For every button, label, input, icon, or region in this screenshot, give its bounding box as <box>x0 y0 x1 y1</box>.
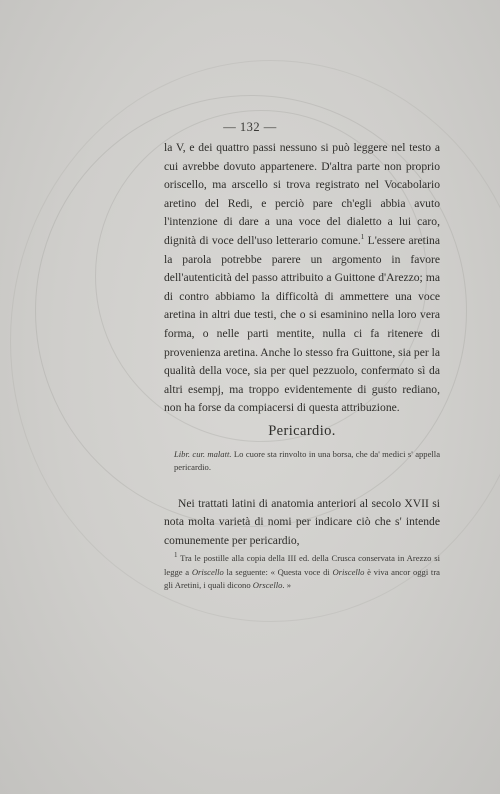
footnote-italic: Orscello <box>252 580 283 591</box>
footnote-text: è viva ancor oggi tra gli Aretini, i quali dicono <box>164 566 440 591</box>
paragraph-text: Nei trattati latini di anatomia anteriori al secolo XVII si nota molta varietà di nomi per indicare ciò che s' intende comunemente per pericardio, <box>164 496 440 547</box>
page-number: — 132 — <box>223 120 277 134</box>
epigraph-text: Lo cuore sta rinvolto in una borsa, che da' medici s' appella pericardio. <box>174 449 441 472</box>
main-paragraph <box>164 139 440 418</box>
footnote-text: la seguente: « Questa voce di <box>223 566 333 577</box>
paragraph-text-continued: L'essere aretina la parola potrebbe parere un argomento in favore dell'autenticità del passo attribuito a Guittone d'Arezzo; ma di contro abbiamo la difficoltà di ammettere una voce aretina in altri due testi, che o si esaminino nella loro vera forma, o nelle parti mentite, nulla ci fa ritenere di provenienza aretina. Anche lo stesso fra Guittone, sia per la qualità della voce, sia per quel pezzuolo, confermato sì da altri esempj, ma troppo evidentemente di gusto rediano, non ha forse da compiacersi di questa attribuzione. <box>164 233 440 415</box>
epigraph <box>164 448 440 474</box>
footnote-text: . » <box>282 580 291 591</box>
footnote-italic: Oriscello <box>332 566 365 577</box>
footnote-marker: 1 <box>174 551 178 560</box>
footnote-text: Tra le postille alla copia della III ed. della Crusca conservata in Arezzo si legge a <box>164 553 440 577</box>
section-heading: Pericardio. <box>268 423 336 439</box>
footnote <box>164 552 440 593</box>
footnote-italic: Oriscello <box>191 566 224 577</box>
epigraph-source: Libr. cur. malatt. <box>174 449 232 459</box>
paragraph-text: la V, e dei quattro passi nessuno si può leggere nel testo a cui avrebbe dovuto appartenere. D'altra parte non proprio oriscello, ma arscello si trova registrato nel Vocabolario aretino del Redi, e perciò pare ch'egli abbia avuto l'intenzione di dare a una voce del dialetto a lui caro, dignità di voce dell'uso letterario comune. <box>164 141 440 247</box>
second-paragraph <box>164 483 440 562</box>
footnote-divider <box>164 547 440 548</box>
footnote-reference: 1 <box>360 233 365 242</box>
